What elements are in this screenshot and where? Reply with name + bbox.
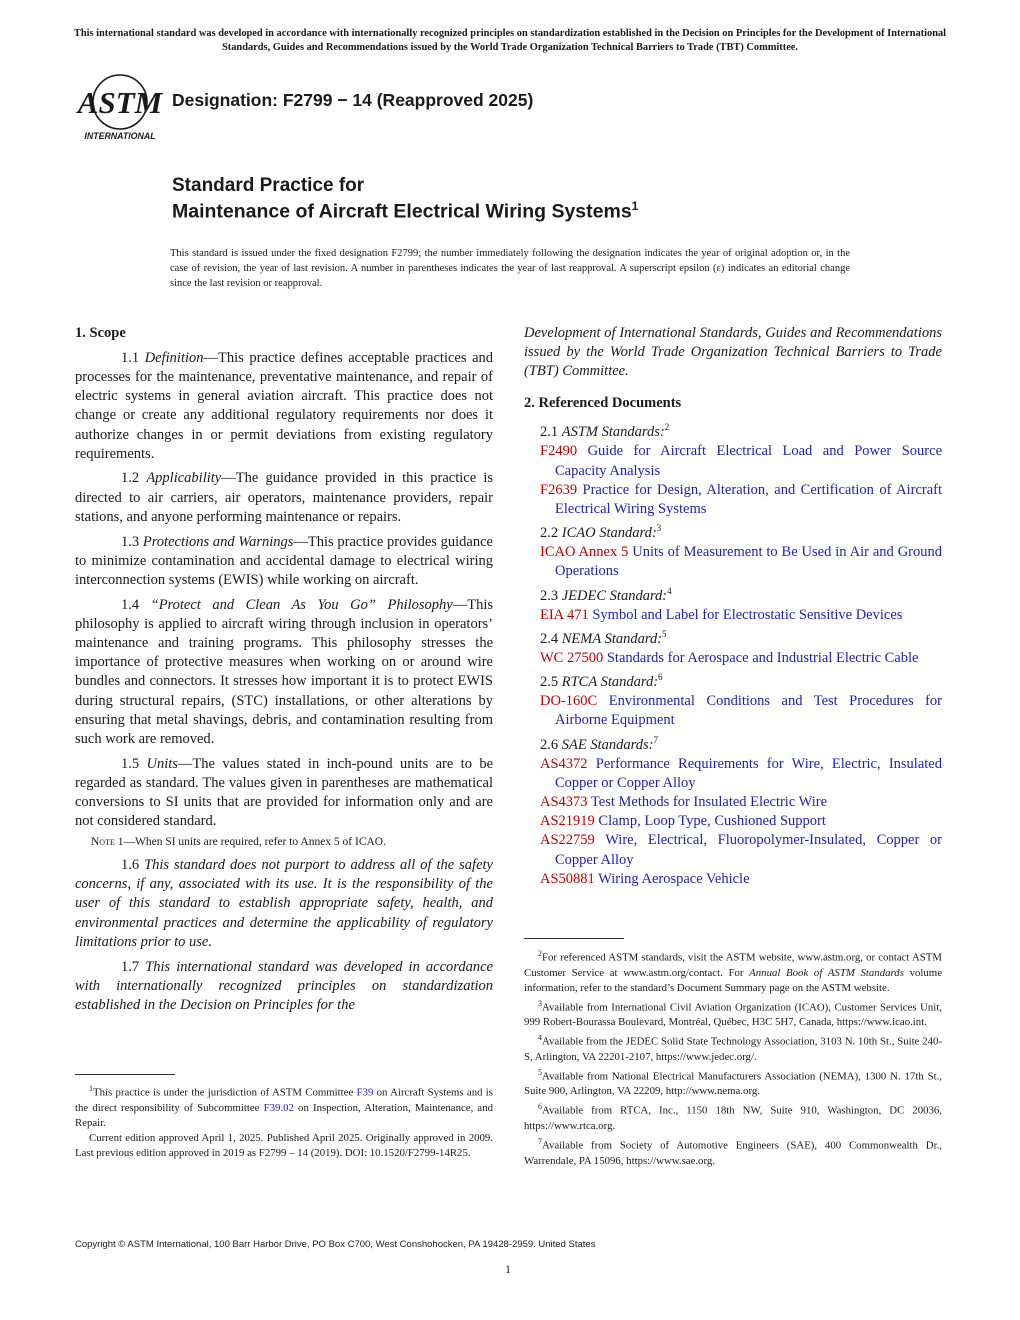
footnote-text: on Inspection, Alteration, Maintenance, and Repair. [75, 1101, 493, 1129]
ref-category-astm [524, 418, 942, 442]
cat-footnote: 2 [664, 422, 670, 433]
ref-title[interactable]: Environmental Conditions and Test Procedures for Airborne Equipment [555, 693, 943, 729]
note-label: Note 1 [91, 836, 124, 849]
para-1-2 [75, 469, 493, 527]
footnote-text: Available from the JEDEC Solid State Technology Association, 3103 N. 10th St., Suite 240-S, Arlington, VA 22201-2107, https://www.jedec.org/. [524, 1035, 942, 1063]
footnote-text: on Aircraft Systems and is the direct responsibility of Subcommittee [75, 1086, 493, 1114]
para-text: This international standard was developed in accordance with internationally recognized principles on standardization established in the Decision on Principles for the [75, 958, 493, 1013]
footnotes-left [75, 1081, 493, 1161]
ref-item[interactable] [524, 831, 942, 869]
cat-footnote: 6 [658, 672, 663, 683]
cat-footnote: 3 [656, 523, 662, 534]
para-term: Protections and Warnings [142, 533, 294, 550]
ref-code[interactable]: F2490 [540, 443, 578, 460]
page-number: 1 [505, 1262, 511, 1276]
ref-item[interactable] [524, 692, 942, 730]
para-num: 1.2 [121, 470, 147, 487]
ref-code[interactable]: ICAO Annex 5 [540, 544, 629, 561]
footnote-text: Available from National Electrical Manufacturers Association (NEMA), 1300 N. 17th St., Suite 900, Arlington, VA 22209, http://www.nema.org. [524, 1070, 942, 1098]
footnote-mark: 4 [538, 1033, 542, 1043]
ref-item[interactable] [524, 793, 942, 812]
committee-link[interactable]: F39 [356, 1086, 374, 1099]
footnote-mark: 2 [538, 949, 542, 958]
footnote-7 [524, 1134, 942, 1169]
footnote-mark: 5 [538, 1067, 542, 1077]
footnote-6 [524, 1099, 942, 1134]
ref-title[interactable]: Performance Requirements for Wire, Electric, Insulated Copper or Copper Alloy [555, 755, 942, 791]
para-1-1 [75, 349, 493, 464]
title-footnote-mark: 1 [631, 199, 639, 213]
ref-item[interactable] [524, 812, 942, 831]
ref-title[interactable]: Wiring Aerospace Vehicle [598, 870, 750, 887]
para-num: 1.6 [121, 857, 145, 874]
title-line-1: Standard Practice for [172, 175, 365, 196]
ref-title[interactable]: Wire, Electrical, Fluoropolymer-Insulated, Copper or Copper Alloy [555, 832, 942, 868]
ref-title[interactable]: Symbol and Label for Electrostatic Sensitive Devices [592, 606, 903, 623]
subcommittee-link[interactable]: F39.02 [263, 1101, 294, 1114]
footnote-rule-left [75, 1074, 175, 1075]
ref-category-rtca [524, 668, 942, 692]
cat-footnote: 7 [653, 734, 658, 745]
para-text: This standard does not purport to address all of the safety concerns, if any, associated with its use. It is the responsibility of the user of this standard to establish appropriate safety, health, and environmental practices and determine the applicability of regulatory limitations prior to use. [75, 857, 493, 950]
ref-category-icao [524, 519, 942, 543]
cat-num: 2.2 [540, 524, 562, 541]
footnote-text: Annual Book of ASTM Standards [749, 966, 904, 979]
footnote-text: For referenced ASTM standards, visit the ASTM website, www.astm.org, or contact ASTM Customer Service at www.astm.org/contact. For [524, 951, 942, 979]
para-1-7-continued: Development of International Standards, Guides and Recommendations issued by the World Trade Organization Technical Barriers to Trade (TBT) Committee. [524, 325, 942, 380]
astm-logo [75, 72, 165, 144]
ref-title[interactable]: Test Methods for Insulated Electric Wire [590, 793, 828, 810]
title-text: Maintenance of Aircraft Electrical Wiring Systems [172, 200, 632, 223]
ref-title[interactable]: Clamp, Loop Type, Cushioned Support [598, 813, 826, 830]
footnote-mark: 3 [538, 998, 542, 1008]
footnote-text: Available from International Civil Aviation Organization (ICAO), Customer Services Unit, 999 Robert-Bourassa Boulevard, Montréal, Québec, H3C 5H7, Canada, https://www.icao.int. [524, 1001, 942, 1029]
para-text: —This philosophy is applied to aircraft wiring through inclusion in operators’ maintenance and training programs. This philosophy stresses the importance of protective measures when working on or around wire bundles and connectors. It stresses how important it is to protect EWIS during structural repairs, (STC) installations, or other alterations by ensuring that metal shavings, debris, and contamination resulting from such work are removed. [75, 596, 493, 748]
para-num: 1.7 [121, 958, 146, 975]
cat-name: SAE Standards: [561, 736, 654, 753]
cat-name: NEMA Standard: [561, 630, 663, 647]
ref-item[interactable] [524, 543, 942, 581]
footnote-2 [524, 946, 942, 996]
cat-num: 2.5 [540, 673, 562, 690]
footnote-mark: 7 [538, 1136, 542, 1146]
header-notice: This international standard was developed in accordance with internationally recognized principles on standardization established in the Decision on Principles for the Development of International Standards, Guides and Recommendations issued by the World Trade Organization Technical Barriers to Trade (TBT) Committee. [73, 28, 947, 53]
ref-title[interactable]: Units of Measurement to Be Used in Air and Ground Operations [555, 544, 942, 580]
cat-num: 2.3 [540, 587, 562, 604]
cat-name: ICAO Standard: [561, 524, 657, 541]
ref-item[interactable] [524, 649, 942, 668]
note-text: —When SI units are required, refer to Annex 5 of ICAO. [123, 836, 386, 849]
para-num: 1.5 [121, 755, 147, 772]
cat-num: 2.1 [540, 424, 562, 441]
cat-name: JEDEC Standard: [561, 587, 668, 604]
para-num: 1.4 [121, 596, 151, 613]
ref-title[interactable]: Guide for Aircraft Electrical Load and Power Source Capacity Analysis [555, 443, 943, 479]
footnote-text: This practice is under the jurisdiction of ASTM Committee [93, 1086, 357, 1099]
footnote-5 [524, 1065, 942, 1100]
refs-heading: 2. Referenced Documents [524, 394, 682, 411]
footnotes-right [524, 946, 942, 1169]
ref-item[interactable] [524, 442, 942, 480]
left-column [75, 324, 493, 1021]
footnote-3 [524, 996, 942, 1031]
ref-item[interactable] [524, 481, 942, 519]
para-num: 1.1 [121, 349, 145, 366]
footnote-mark: 1 [89, 1084, 93, 1093]
cat-footnote: 4 [667, 585, 672, 596]
logo-letters: ASTM [77, 85, 163, 120]
ref-code[interactable]: AS21919 [540, 813, 595, 830]
note-1 [75, 835, 493, 850]
ref-item[interactable] [524, 606, 942, 625]
ref-code[interactable]: AS4372 [540, 755, 588, 772]
ref-code[interactable]: DO-160C [540, 693, 598, 710]
ref-category-nema [524, 625, 942, 649]
footnote-mark: 6 [538, 1102, 542, 1112]
footnote-rule-right [524, 938, 624, 939]
para-term: Definition [144, 349, 204, 366]
para-1-7 [75, 958, 493, 1016]
scope-heading: 1. Scope [75, 325, 126, 341]
ref-title[interactable]: Standards for Aerospace and Industrial Electric Cable [606, 649, 919, 666]
para-text: —The values stated in inch-pound units are to be regarded as standard. The values given in parentheses are mathematical conversions to SI units that are provided for information only and are not considered standard. [75, 755, 494, 830]
para-text: —This practice defines acceptable practices and processes for the maintenance, preventative maintenance, and repair of electric systems in general aviation aircraft. This practice does not change or create any additional regulatory requirements nor does it authorize changes in or permit deviations from existing regulatory requirements. [75, 349, 493, 462]
right-column [524, 324, 942, 889]
cat-num: 2.4 [540, 630, 562, 647]
footnote-text: volume information, refer to the standard’s Document Summary page on the ASTM website. [524, 966, 942, 994]
footnote-1 [75, 1081, 493, 1131]
footnote-1-edition: Current edition approved April 1, 2025. Published April 2025. Originally approved in 2009. Last previous edition approved in 2019 as F2799 – 14 (2019). DOI: 10.1520/F2799-14R25. [75, 1131, 493, 1159]
copyright: Copyright © ASTM International, 100 Barr Harbor Drive, PO Box C700, West Conshohocken, PA 19428-2959. United States [75, 1239, 596, 1250]
para-text: —This practice provides guidance to minimize contamination and accidental damage to electrical wiring interconnection systems (EWIS) while working on aircraft. [75, 533, 493, 588]
para-num: 1.3 [121, 533, 143, 550]
para-term: Applicability [146, 470, 222, 487]
para-1-3 [75, 533, 493, 591]
para-1-4 [75, 596, 493, 750]
para-1-5 [75, 755, 493, 832]
footnote-text: Available from Society of Automotive Engineers (SAE), 400 Commonwealth Dr., Warrendale, PA 15096, https://www.sae.org. [524, 1139, 942, 1167]
para-term: “Protect and Clean As You Go” Philosophy [150, 596, 453, 613]
ref-code[interactable]: AS22759 [540, 832, 595, 849]
ref-code[interactable]: AS4373 [540, 793, 588, 810]
ref-code[interactable]: WC 27500 [540, 649, 604, 666]
ref-category-jedec [524, 582, 942, 606]
issued-note: This standard is issued under the fixed designation F2799; the number immediately following the designation indicates the year of original adoption or, in the case of revision, the year of last revision. A number in parentheses indicates the year of last reapproval. A superscript epsilon (ε) indicates an editorial change since the last revision or reapproval. [170, 248, 850, 289]
footnote-text: Available from RTCA, Inc., 1150 18th NW, Suite 910, Washington, DC 20036, https://www.rtca.org. [524, 1104, 942, 1132]
ref-item[interactable] [524, 870, 942, 889]
cat-num: 2.6 [540, 736, 562, 753]
cat-name: RTCA Standard: [561, 673, 659, 690]
ref-title[interactable]: Practice for Design, Alteration, and Certification of Aircraft Electrical Wiring Systems [555, 481, 942, 517]
para-1-6 [75, 856, 493, 952]
logo-label: INTERNATIONAL [84, 131, 156, 141]
ref-item[interactable] [524, 755, 942, 793]
ref-code[interactable]: EIA 471 [540, 606, 589, 623]
ref-code[interactable]: F2639 [540, 481, 578, 498]
cat-footnote: 5 [662, 628, 667, 639]
footnote-4 [524, 1030, 942, 1065]
cat-name: ASTM Standards: [561, 424, 665, 441]
para-text: —The guidance provided in this practice is directed to air carriers, air operators, maintenance providers, repair stations, and anyone performing maintenance or repairs. [75, 470, 494, 525]
ref-code[interactable]: AS50881 [540, 870, 595, 887]
designation: Designation: F2799 − 14 (Reapproved 2025) [172, 90, 534, 110]
para-term: Units [146, 755, 178, 772]
ref-category-sae [524, 731, 942, 755]
title-line-2 [172, 199, 638, 224]
